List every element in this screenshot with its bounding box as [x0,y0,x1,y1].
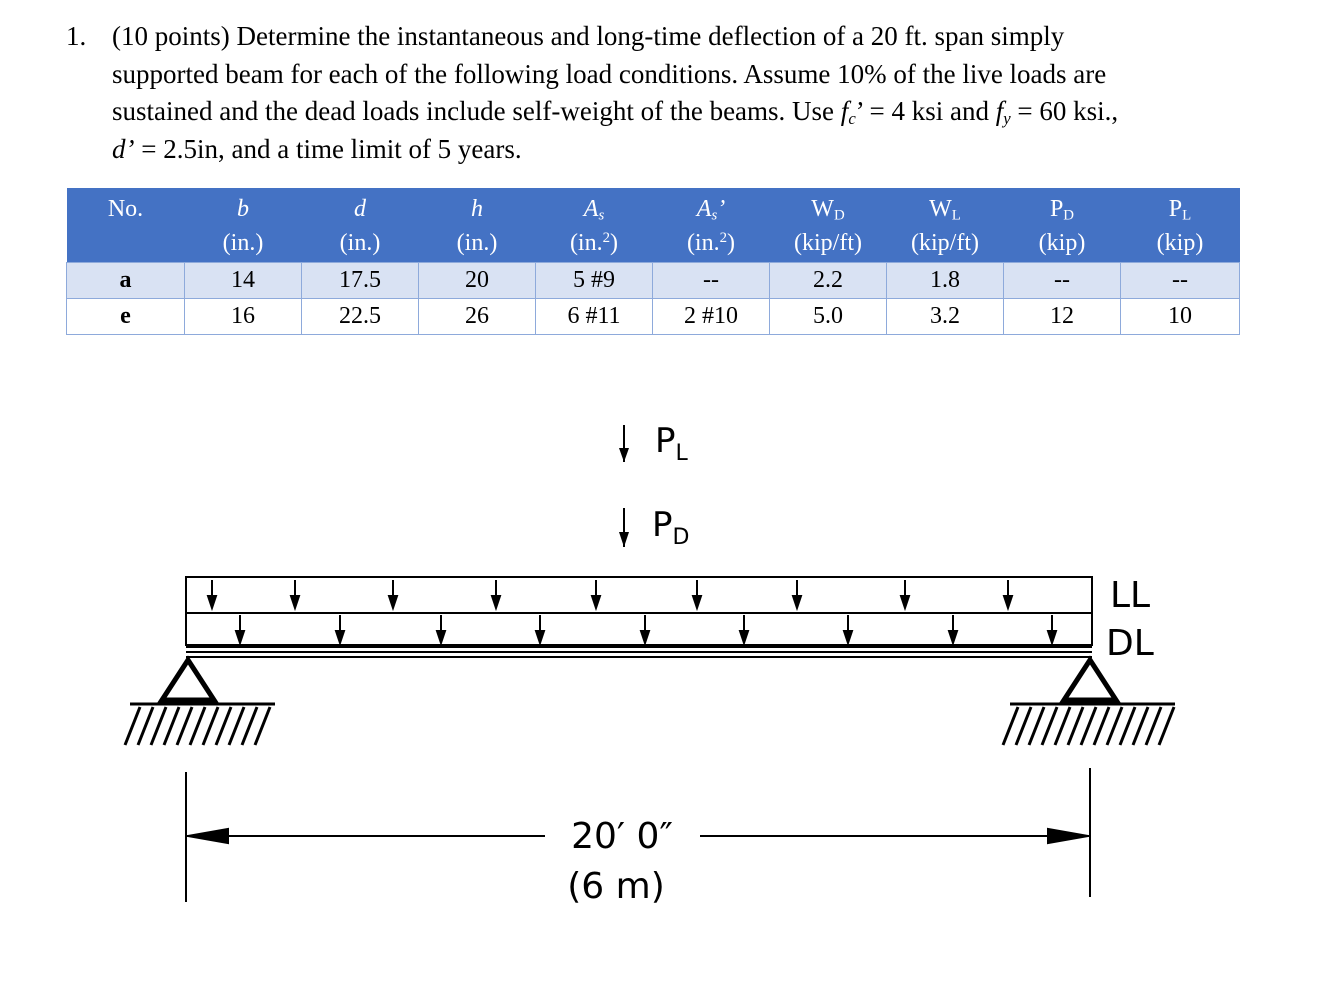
row-label: e [67,299,185,335]
header-as-label: A [583,196,599,222]
table-cell: 1.8 [887,263,1004,299]
fy-value: = 60 ksi., [1010,96,1119,126]
header-as-unit-end: ) [610,230,619,256]
fc-value: ’ = 4 ksi and [855,96,996,126]
dead-load-arrows [236,615,1056,643]
table-cell: 6 #11 [536,299,653,335]
point-load-dead-label: $P_D$ [652,505,690,550]
header-h-label: h [471,196,483,222]
fy-var: f [995,96,1004,126]
problem-line-4-text: = 2.5in, and a time limit of 5 years. [134,133,522,164]
header-as-prime-label: A [696,196,712,222]
fc-sub: c [848,109,856,129]
live-load-label: LL [1110,575,1151,616]
header-wd-label: W [811,196,834,222]
table-cell: 20 [419,263,536,299]
header-d-label: d [354,196,366,222]
table-cell: 17.5 [302,263,419,299]
header-pd-sub: D [1063,207,1075,224]
fc-var: f [840,96,849,126]
live-load-arrows [208,580,1012,608]
header-wl-label: W [929,196,952,222]
table-cell: 12 [1004,299,1121,335]
fy-sub: y [1003,109,1011,129]
header-wl-unit: (kip/ft) [911,230,979,256]
span-imperial-label: 20′ 0″ [571,816,673,857]
header-b-label: b [237,196,249,222]
dead-load-label: DL [1106,623,1154,664]
header-as-prime-sub: s [711,207,718,224]
header-no-label: No. [107,196,144,222]
table-cell: 5 #9 [536,263,653,299]
header-as-prime-unit-sup: 2 [719,229,728,246]
problem-points: (10 points) [112,21,230,51]
table-cell: -- [653,263,770,299]
point-load-live-label: $P_L$ [655,421,688,466]
point-load-dead-arrow [619,508,629,547]
problem-line-3-text: sustained and the dead loads include self-weight of the beams. Use [112,96,841,126]
table-cell: 16 [185,299,302,335]
span-metric-label: (6 m) [567,866,665,907]
table-cell: 10 [1121,299,1240,335]
header-pl-sub: L [1182,207,1192,224]
table-cell: 5.0 [770,299,887,335]
problem-line-2: supported beam for each of the following load conditions. Assume 10% of the live loads are [112,58,1107,89]
table-cell: 2.2 [770,263,887,299]
point-load-live-arrow [619,425,629,462]
header-as-prime-unit: (in. [686,230,720,256]
beam [186,647,1092,657]
header-wd-sub: D [833,207,845,224]
header-as-unit-sup: 2 [602,229,611,246]
header-pl-label: P [1168,196,1183,222]
header-h-unit: (in.) [456,230,498,256]
table-cell: 14 [185,263,302,299]
header-as-unit: (in. [569,230,603,256]
table-cell: 22.5 [302,299,419,335]
header-pd-label: P [1049,196,1064,222]
table-cell: -- [1121,263,1240,299]
header-as-prime-unit-end: ) [727,230,736,256]
row-label: a [67,263,185,299]
header-as-sub: s [598,207,605,224]
problem-number: 1. [66,21,87,51]
dprime-var: d’ [112,133,135,164]
header-as-prime-mark: ’ [717,196,726,222]
left-pin-support [125,660,275,745]
header-b-unit: (in.) [222,230,264,256]
table-cell: 3.2 [887,299,1004,335]
header-wd-unit: (kip/ft) [794,230,862,256]
problem-line-1-text: Determine the instantaneous and long-time deflection of a 20 ft. span simply [236,21,1065,51]
header-wl-sub: L [951,207,961,224]
table-cell: 2 #10 [653,299,770,335]
table-cell: -- [1004,263,1121,299]
header-d-unit: (in.) [339,230,381,256]
table-cell: 26 [419,299,536,335]
header-pd-unit: (kip) [1038,230,1086,256]
header-pl-unit: (kip) [1156,230,1204,256]
right-pin-support [1003,660,1175,745]
